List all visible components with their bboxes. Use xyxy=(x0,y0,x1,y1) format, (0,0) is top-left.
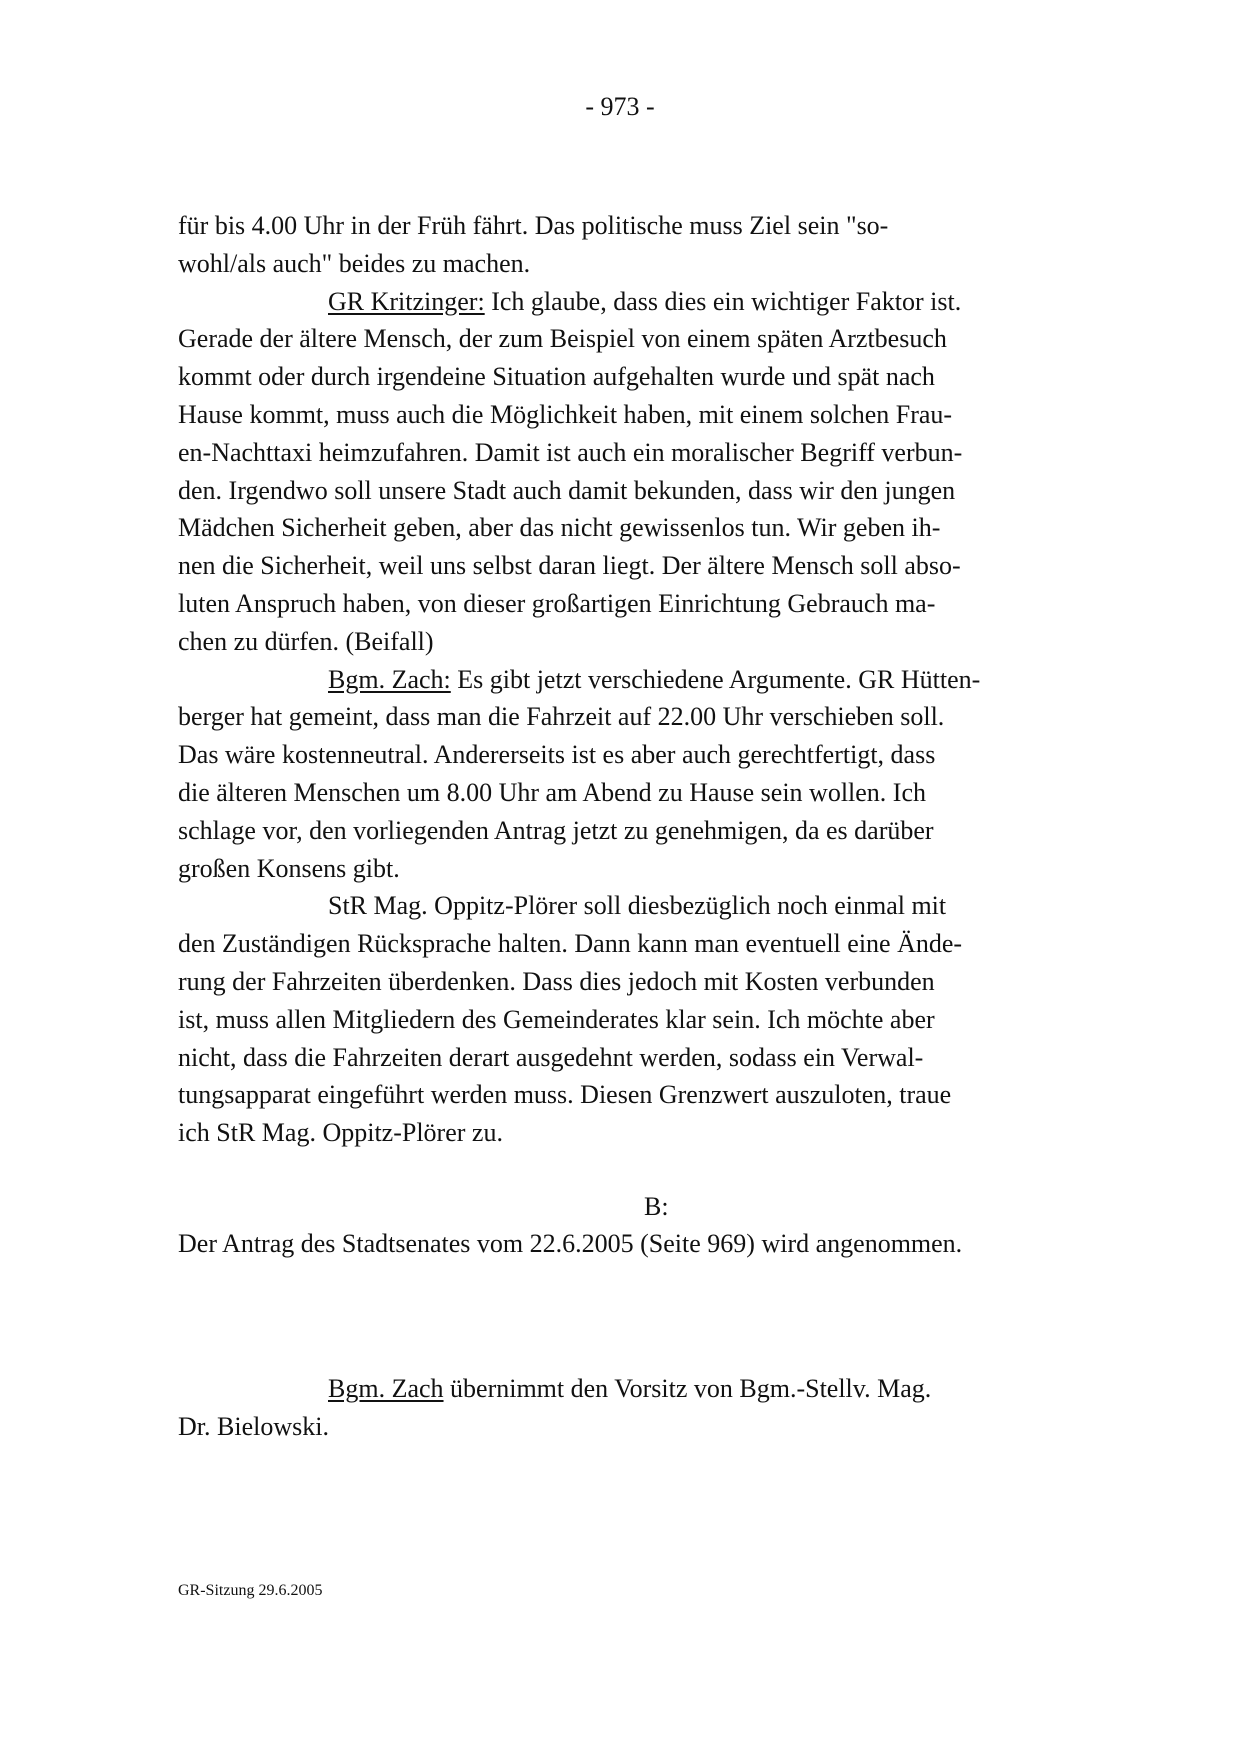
speaker-name: Bgm. Zach xyxy=(328,1374,444,1403)
page-number: - 973 - xyxy=(585,92,655,121)
text-line: den Zuständigen Rücksprache halten. Dann kann man eventuell eine Ände- xyxy=(178,929,963,959)
text-line: für bis 4.00 Uhr in der Früh fährt. Das politische muss Ziel sein "so- xyxy=(178,211,889,240)
text-line: nicht, dass die Fahrzeiten derart ausgedehnt werden, sodass ein Verwal- xyxy=(178,1042,924,1072)
text-line: die älteren Menschen um 8.00 Uhr am Abend zu Hause sein wollen. Ich xyxy=(178,777,927,807)
text-line: schlage vor, den vorliegenden Antrag jetzt zu genehmigen, da es darüber xyxy=(178,815,934,845)
text-line: StR Mag. Oppitz-Plörer soll diesbezüglich noch einmal mit xyxy=(328,891,947,921)
minutes-body xyxy=(178,207,1068,1152)
decision-label: B: xyxy=(644,1192,669,1221)
text-line: den. Irgendwo soll unsere Stadt auch damit bekunden, dass wir den jungen xyxy=(178,475,956,505)
text-line: Das wäre kostenneutral. Andererseits ist es aber auch gerechtfertigt, dass xyxy=(178,740,936,770)
decision-text: Der Antrag des Stadtsenates vom 22.6.2005 (Seite 969) wird angenommen. xyxy=(178,1229,963,1258)
text-line: Mädchen Sicherheit geben, aber das nicht gewissenlos tun. Wir geben ih- xyxy=(178,513,941,543)
speech-text: Ich glaube, dass dies ein wichtiger Faktor ist. xyxy=(484,286,962,316)
text-line: Hause kommt, muss auch die Möglichkeit haben, mit einem solchen Frau- xyxy=(178,399,953,429)
text-line: Dr. Bielowski. xyxy=(178,1412,329,1441)
text-line: Gerade der ältere Mensch, der zum Beispiel von einem späten Arztbesuch xyxy=(178,324,947,354)
text-line: chen zu dürfen. (Beifall) xyxy=(178,626,434,656)
chair-change-text: übernimmt den Vorsitz von Bgm.-Stellv. Mag. xyxy=(443,1374,932,1403)
speaker-name: Bgm. Zach: xyxy=(328,664,451,694)
chair-change-note xyxy=(178,1370,931,1446)
speech-zach-first-line xyxy=(178,661,1068,699)
text-line: ich StR Mag. Oppitz-Plörer zu. xyxy=(178,1118,503,1148)
text-line: nen die Sicherheit, weil uns selbst daran liegt. Der ältere Mensch soll abso- xyxy=(178,551,961,581)
text-line: kommt oder durch irgendeine Situation aufgehalten wurde und spät nach xyxy=(178,362,935,392)
text-line: ist, muss allen Mitgliedern des Gemeinderates klar sein. Ich möchte aber xyxy=(178,1004,935,1034)
text-line: berger hat gemeint, dass man die Fahrzeit auf 22.00 Uhr verschieben soll. xyxy=(178,702,945,732)
speaker-name: GR Kritzinger: xyxy=(328,286,485,316)
text-line: luten Anspruch haben, von dieser großartigen Einrichtung Gebrauch ma- xyxy=(178,588,936,618)
footer-session-date: GR-Sitzung 29.6.2005 xyxy=(178,1582,323,1599)
speech-kritzinger-first-line xyxy=(178,283,1068,321)
text-line: en-Nachttaxi heimzufahren. Damit ist auch ein moralischer Begriff verbun- xyxy=(178,437,963,467)
chair-change-first-line xyxy=(178,1370,931,1408)
text-line: großen Konsens gibt. xyxy=(178,853,400,883)
text-line: rung der Fahrzeiten überdenken. Dass dies jedoch mit Kosten verbunden xyxy=(178,966,935,996)
text-line: wohl/als auch" beides zu machen. xyxy=(178,248,531,278)
text-line: tungsapparat eingeführt werden muss. Diesen Grenzwert auszuloten, traue xyxy=(178,1080,952,1110)
speech-text: Es gibt jetzt verschiedene Argumente. GR Hütten- xyxy=(450,664,981,694)
